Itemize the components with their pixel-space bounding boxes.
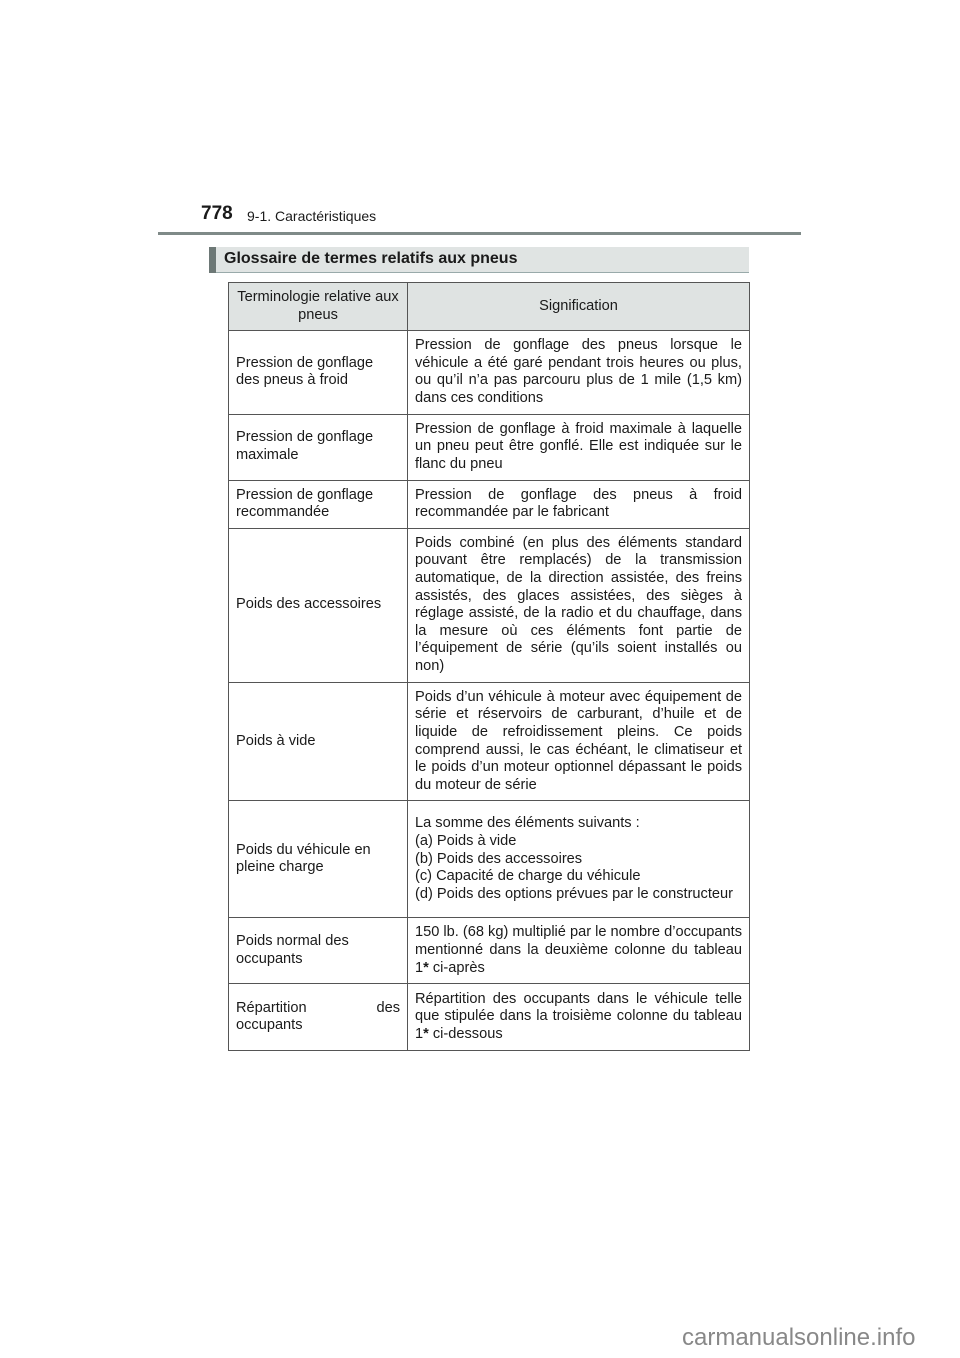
list-item: (c) Capacité de charge du véhicule [415, 868, 641, 885]
list-item: (b) Poids des accessoires [415, 850, 583, 867]
asterisk: * [423, 959, 429, 976]
meaning-text: ci-dessous [428, 1025, 503, 1042]
term: Pression de gonflage recommandée [229, 480, 408, 528]
meaning-text: 150 lb. (68 kg) multiplié par le nombre d’occupants mentionné dans la deuxième colonne du tableau 1 [415, 924, 742, 976]
meaning: Poids d’un véhicule à moteur avec équipement de série et réservoirs de carburant, d’huile et de liquide de refroidissement pleins. Ce poids comprend aussi, le cas échéant, le climatiseur et le poids d’un moteur optionnel dépassant le poids du moteur de série [408, 682, 750, 801]
list-item: (a) Poids à vide [415, 832, 517, 849]
meaning [408, 984, 750, 1051]
meaning-intro: La somme des éléments suivants : [415, 815, 640, 832]
glossary-heading [209, 247, 749, 273]
table-row [229, 984, 750, 1051]
table-row [229, 414, 750, 480]
table-row [229, 528, 750, 682]
term: Poids du véhicule en pleine charge [229, 801, 408, 918]
watermark: carmanualsonline.info [682, 1324, 916, 1351]
col-term: Terminologie relative aux pneus [229, 283, 408, 331]
table-row [229, 480, 750, 528]
term: Poids à vide [229, 682, 408, 801]
meaning-text: ci-après [428, 959, 485, 976]
header-rule [158, 232, 801, 235]
meaning: Pression de gonflage des pneus à froid recommandée par le fabricant [408, 480, 750, 528]
table-row [229, 682, 750, 801]
heading-bar [209, 247, 216, 273]
meaning: Pression de gonflage à froid maximale à laquelle un pneu peut être gonflé. Elle est indiquée sur le flanc du pneu [408, 414, 750, 480]
list-item: (d) Poids des options prévues par le constructeur [415, 885, 733, 902]
term: Poids des accessoires [229, 528, 408, 682]
table-row [229, 918, 750, 984]
term: Pression de gonflage des pneus à froid [229, 331, 408, 414]
term: Poids normal des occupants [229, 918, 408, 984]
heading-text: Glossaire de termes relatifs aux pneus [224, 250, 518, 267]
table-row [229, 331, 750, 414]
page-number: 778 [201, 203, 233, 224]
section-title: 9-1. Caractéristiques [247, 208, 377, 224]
meaning: Pression de gonflage des pneus lorsque le véhicule a été garé pendant trois heures ou plus, ou qu’il n’a pas parcouru plus de 1 mile (1,5 km) dans ces conditions [408, 331, 750, 414]
table-row [229, 801, 750, 918]
table-header [229, 283, 750, 331]
meaning: Poids combiné (en plus des éléments standard pouvant être remplacés) de la transmission automatique, de la direction assistée, des freins assistés, des glaces assistées, des sièges à réglage assisté, de la radio et du chauffage, dans la mesure où ces éléments font partie de l’équipement de série (qu’ils soient installés ou non) [408, 528, 750, 682]
term: Répartition des occupants [229, 984, 408, 1051]
col-meaning: Signification [408, 283, 750, 331]
term: Pression de gonflage maximale [229, 414, 408, 480]
meaning [408, 801, 750, 918]
meaning-text: Répartition des occupants dans le véhicule telle que stipulée dans la troisième colonne du tableau 1 [415, 990, 742, 1042]
meaning [408, 918, 750, 984]
asterisk: * [423, 1025, 429, 1042]
glossary-table [228, 282, 750, 1051]
